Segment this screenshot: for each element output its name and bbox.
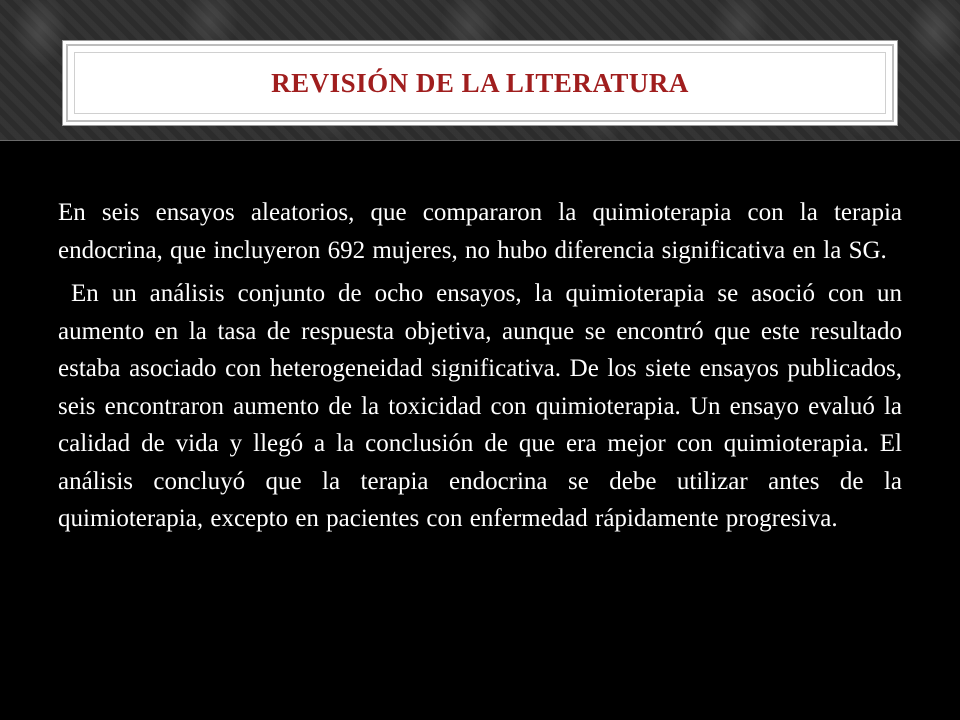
paragraph-2: En un análisis conjunto de ocho ensayos, la quimioterapia se asoció con un aumento en la tasa de respuesta objetiva, aunque se encontró que este resultado estaba asociado con heterogeneidad significativa. De los siete ensayos publicados, seis encontraron aumento de la toxicidad con quimioterapia. Un ensayo evaluó la calidad de vida y llegó a la conclusión de que era mejor con quimioterapia. El análisis concluyó que la terapia endocrina se debe utilizar antes de la quimioterapia, excepto en pacientes con enfermedad rápidamente progresiva. <box>58 280 910 532</box>
slide-title: REVISIÓN DE LA LITERATURA <box>271 68 689 98</box>
paragraph-1: En seis ensayos aleatorios, que compararon la quimioterapia con la terapia endocrina, que incluyeron 692 mujeres, no hubo diferencia significativa en la SG. <box>58 199 902 264</box>
title-box <box>66 44 894 122</box>
body-text <box>58 194 910 544</box>
